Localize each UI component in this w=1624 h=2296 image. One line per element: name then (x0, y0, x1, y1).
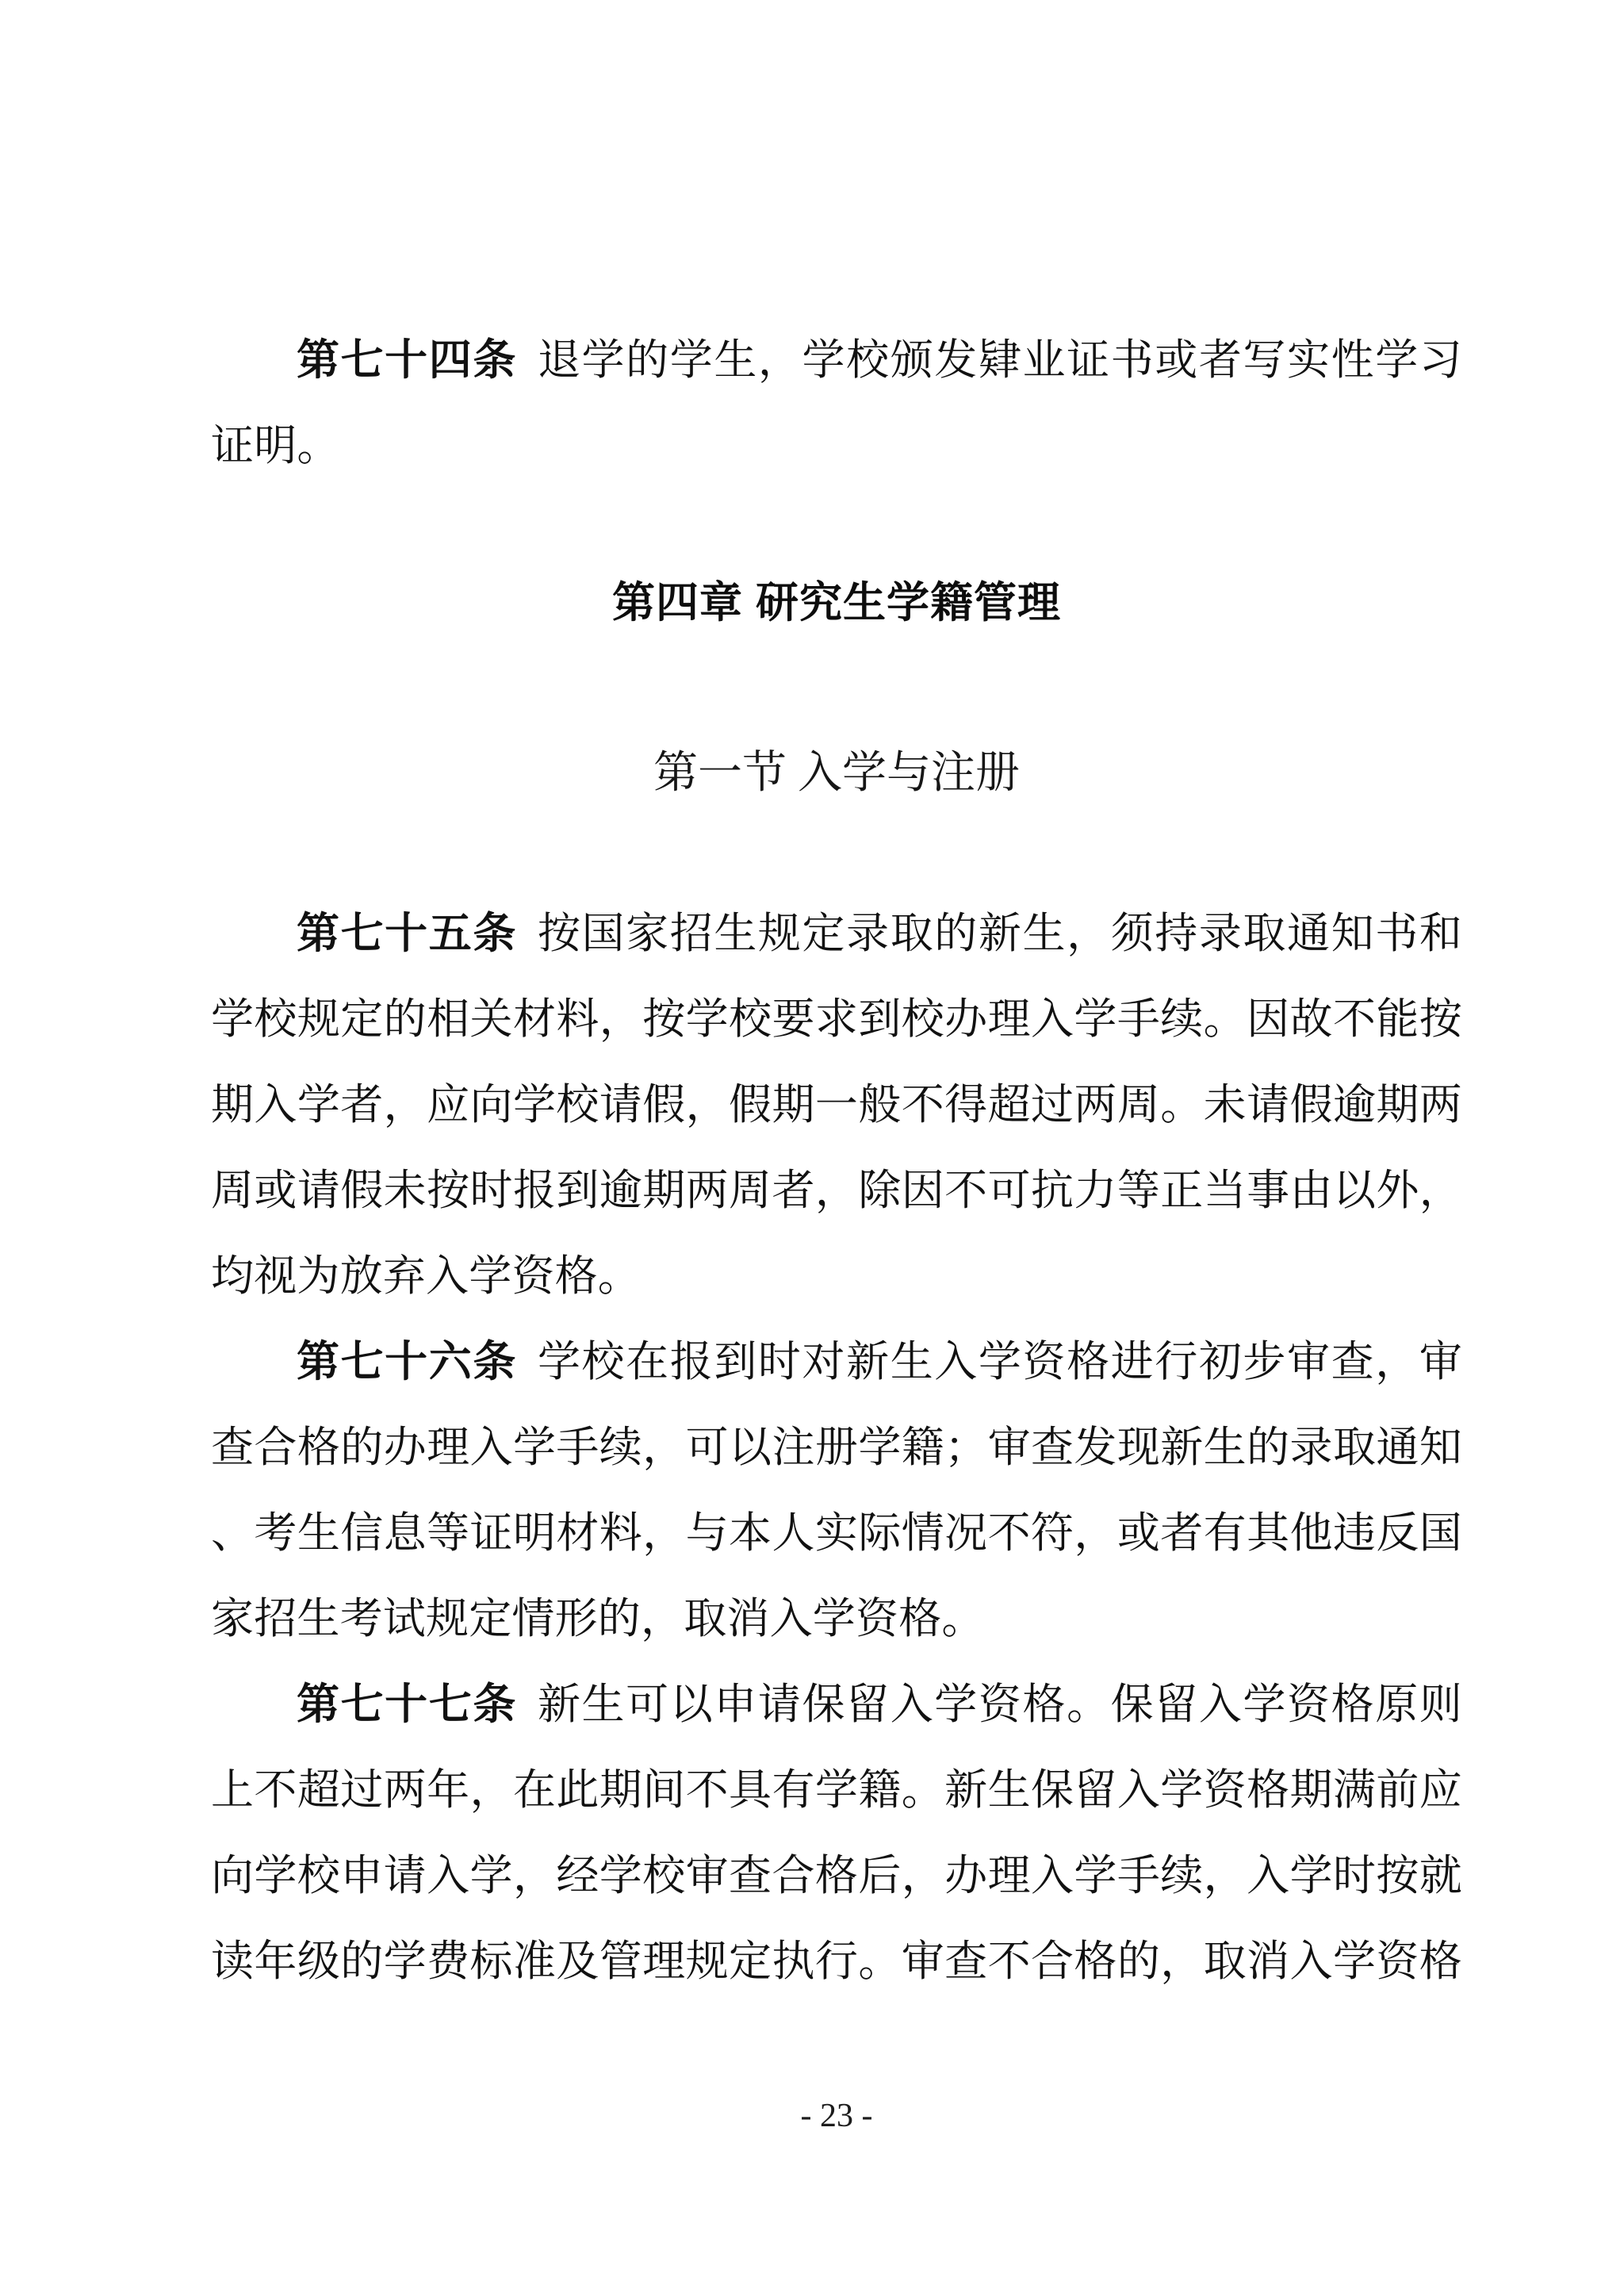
text-line (211, 891, 1462, 976)
text-line (211, 1319, 1462, 1405)
text-line (211, 317, 1462, 403)
article-text: 向学校申请入学，经学校审查合格后，办理入学手续，入学时按就 (211, 1852, 1462, 1899)
article-text: 读年级的学费标准及管理规定执行。审查不合格的，取消入学资格 (211, 1938, 1462, 1985)
paragraph-article-75 (211, 891, 1462, 1319)
article-text: 新生可以申请保留入学资格。保留入学资格原则 (537, 1681, 1463, 1728)
text-line (211, 1062, 1462, 1148)
article-text: 期入学者，应向学校请假，假期一般不得超过两周。未请假逾期两 (211, 1081, 1462, 1129)
article-number: 第七十五条 (297, 910, 517, 957)
text-line (211, 1233, 1462, 1319)
text-line (211, 1833, 1462, 1918)
text-line (211, 976, 1462, 1062)
article-text: 退学的学生，学校颁发肄业证书或者写实性学习 (537, 336, 1463, 384)
article-text: 、考生信息等证明材料，与本人实际情况不符，或者有其他违反国 (211, 1509, 1462, 1557)
text-line (211, 1405, 1462, 1490)
text-line (211, 1490, 1462, 1576)
article-text: 证明。 (211, 422, 340, 470)
chapter-heading: 第四章 研究生学籍管理 (611, 579, 1061, 627)
text-line (211, 403, 1462, 489)
article-text: 学校在报到时对新生入学资格进行初步审查，审 (537, 1338, 1463, 1386)
text-line (211, 1747, 1462, 1833)
article-text: 均视为放弃入学资格。 (211, 1252, 641, 1300)
text-line (211, 1918, 1462, 2004)
article-text: 家招生考试规定情形的，取消入学资格。 (211, 1595, 985, 1642)
article-text: 学校规定的相关材料，按学校要求到校办理入学手续。因故不能按 (211, 995, 1462, 1043)
article-text: 查合格的办理入学手续，可以注册学籍；审查发现新生的录取通知 (211, 1424, 1462, 1471)
article-number: 第七十四条 (297, 336, 517, 384)
text-line (211, 1148, 1462, 1233)
text-line (211, 1662, 1462, 1747)
paragraph-article-77 (211, 1662, 1462, 2004)
page-number: - 23 - (800, 2098, 873, 2134)
article-number: 第七十七条 (297, 1681, 517, 1728)
paragraph-article-74 (211, 317, 1462, 489)
section-heading: 第一节 入学与注册 (653, 749, 1020, 798)
article-text: 周或请假未按时报到逾期两周者，除因不可抗力等正当事由以外， (211, 1167, 1462, 1214)
article-text: 上不超过两年，在此期间不具有学籍。新生保留入学资格期满前应 (211, 1766, 1462, 1814)
paragraph-article-76 (211, 1319, 1462, 1662)
article-number: 第七十六条 (297, 1338, 517, 1386)
article-text: 按国家招生规定录取的新生，须持录取通知书和 (537, 910, 1463, 957)
text-line (211, 1576, 1462, 1662)
